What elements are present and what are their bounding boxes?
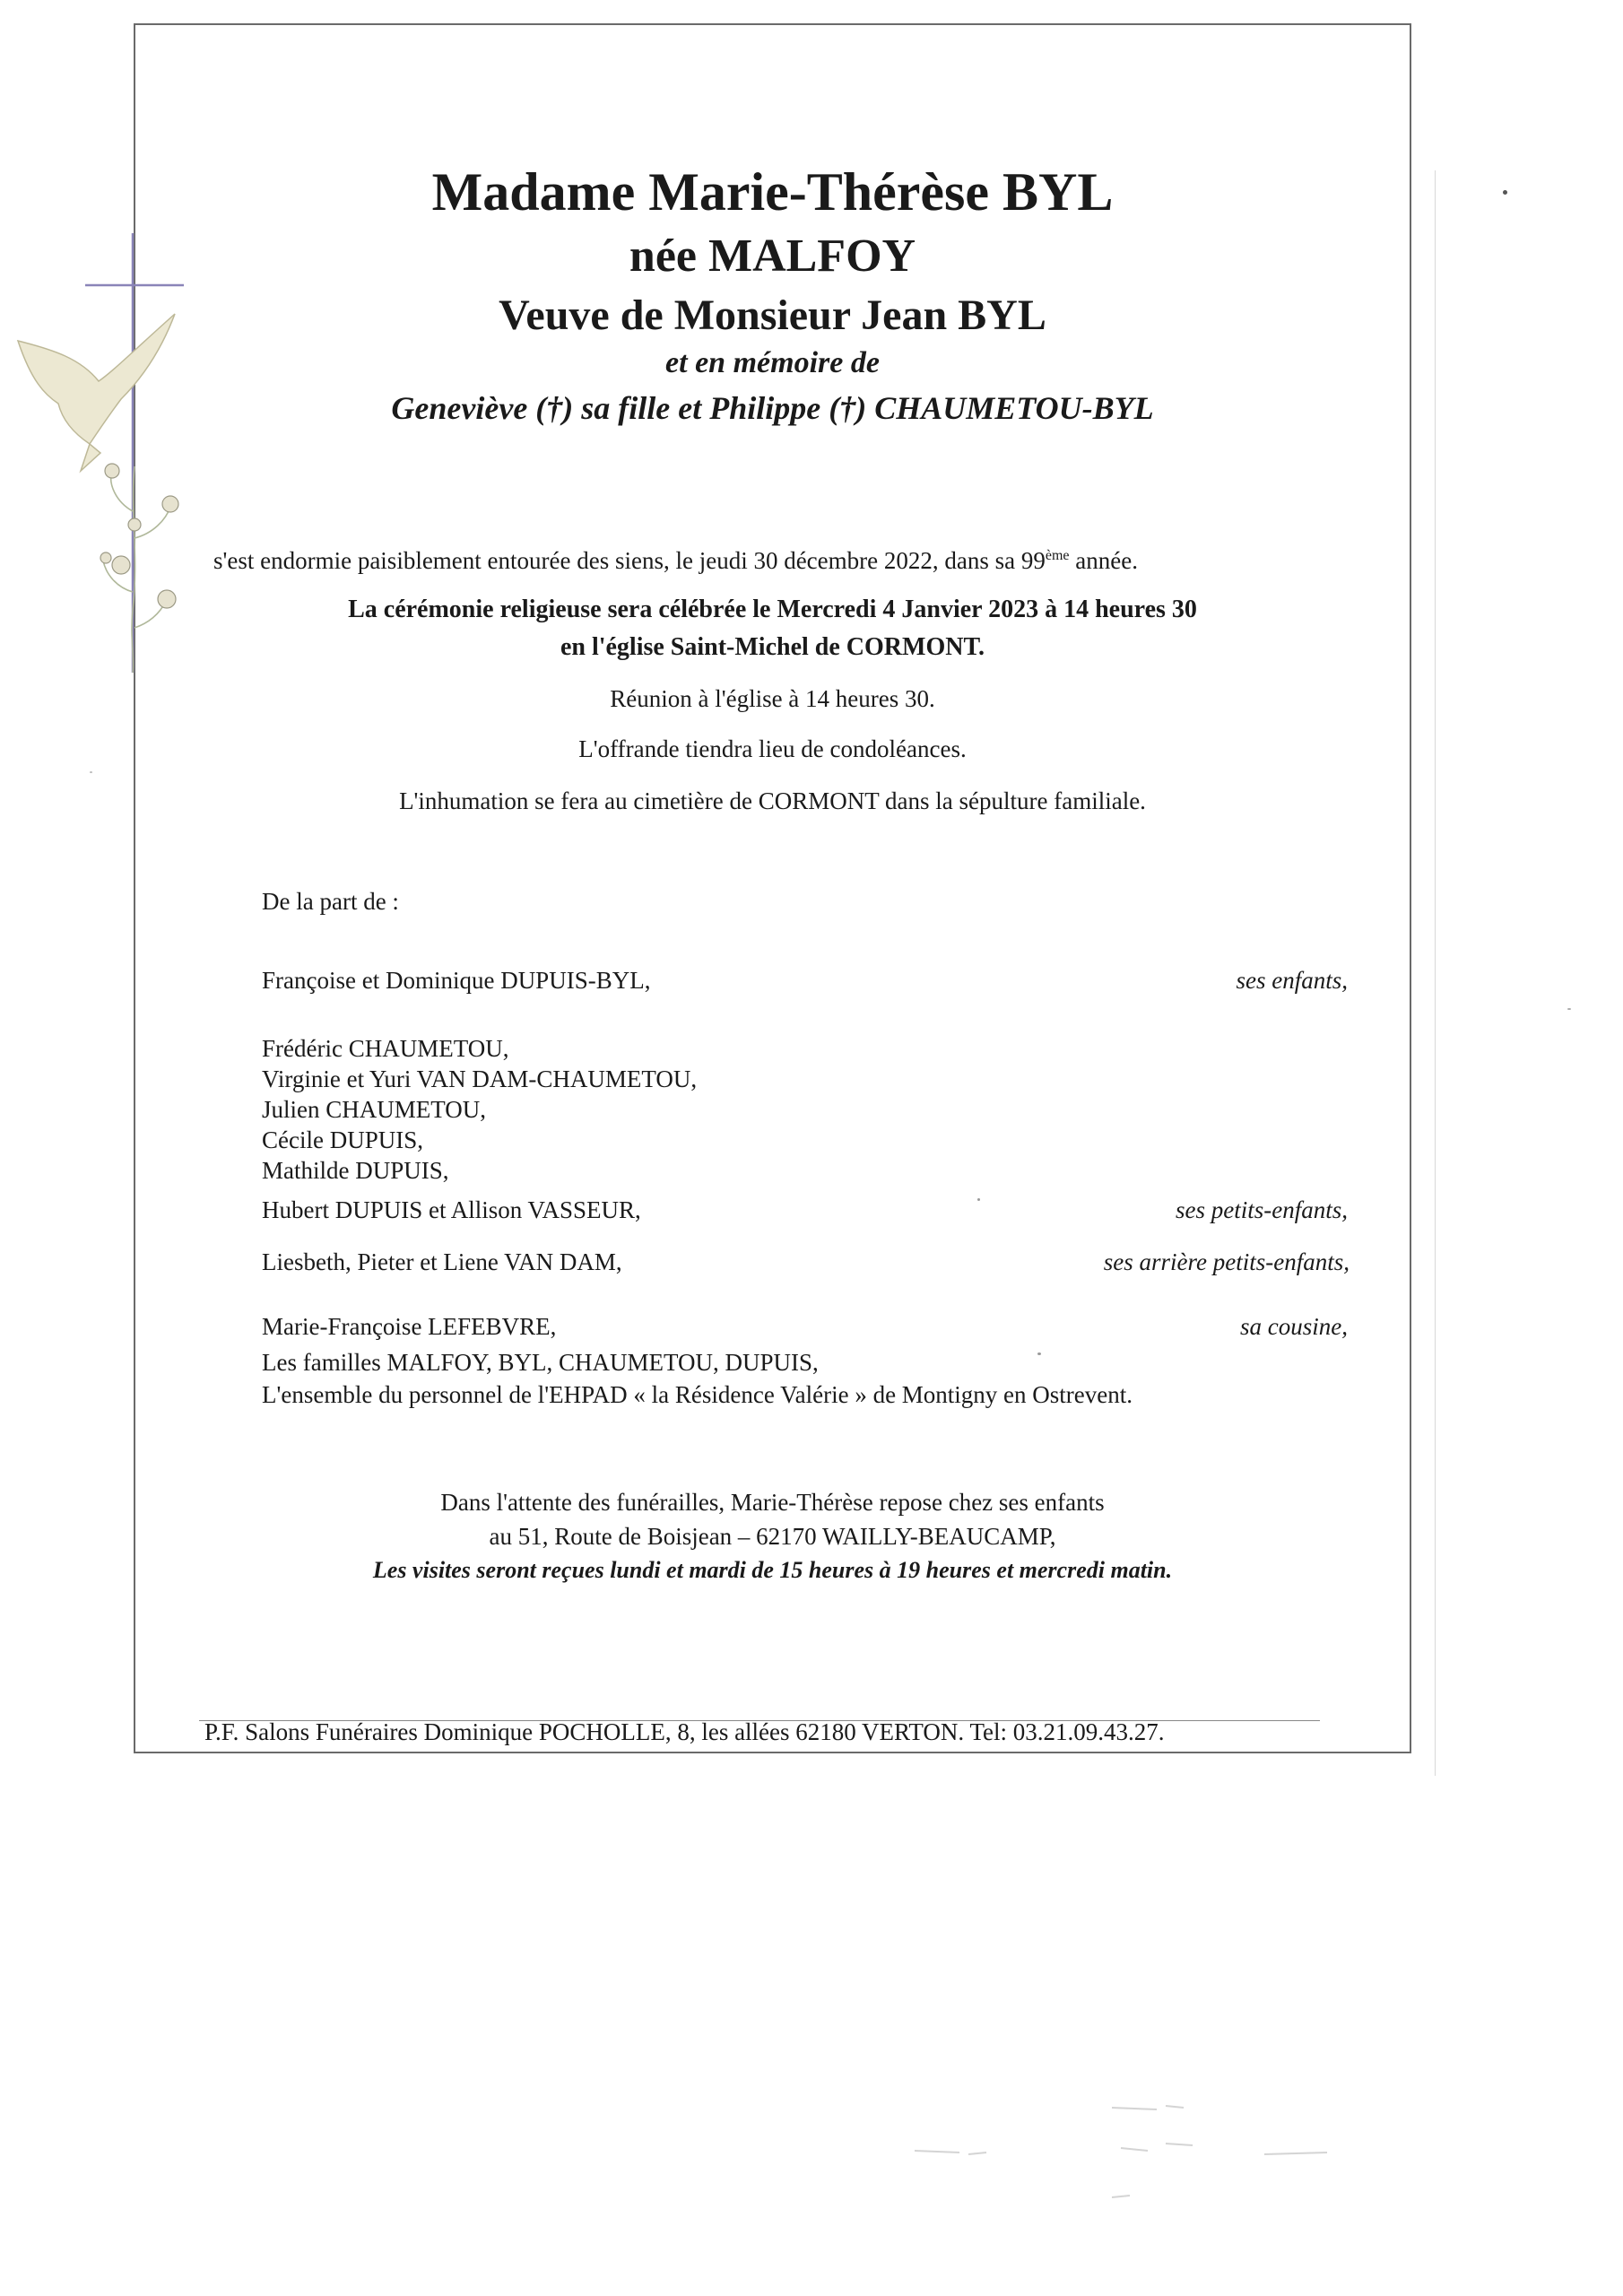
scan-smudge-icon xyxy=(897,2099,1363,2206)
scan-speck xyxy=(90,771,92,773)
list-item: Françoise et Dominique DUPUIS-BYL, xyxy=(262,967,651,994)
deceased-name: Madame Marie-Thérèse BYL xyxy=(431,162,1114,222)
list-item: Julien CHAUMETOU, xyxy=(262,1096,487,1123)
ceremony-line-2: en l'église Saint-Michel de CORMONT. xyxy=(560,633,985,661)
attente-line-2: au 51, Route de Boisjean – 62170 WAILLY-BEAUCAMP, xyxy=(489,1523,1056,1550)
list-item: Virginie et Yuri VAN DAM-CHAUMETOU, xyxy=(262,1065,698,1092)
maiden-name: née MALFOY xyxy=(629,230,916,282)
scan-speck xyxy=(1503,190,1507,195)
list-item: Frédéric CHAUMETOU, xyxy=(262,1035,509,1062)
list-item: Hubert DUPUIS et Allison VASSEUR, xyxy=(262,1196,641,1223)
death-announcement: s'est endormie paisiblement entourée des siens, le jeudi 30 décembre 2022, dans sa 99ème année. xyxy=(213,547,1138,574)
list-item: L'ensemble du personnel de l'EHPAD « la Résidence Valérie » de Montigny en Ostrevent. xyxy=(262,1381,1133,1408)
relation-label-cousine: sa cousine, xyxy=(1240,1313,1348,1340)
list-item: Les familles MALFOY, BYL, CHAUMETOU, DUPUIS, xyxy=(262,1349,819,1376)
visites-line: Les visites seront reçues lundi et mardi de 15 heures à 19 heures et mercredi matin. xyxy=(372,1557,1173,1583)
widow-line: Veuve de Monsieur Jean BYL xyxy=(499,291,1046,339)
scan-speck xyxy=(1567,1008,1571,1010)
memory-intro: et en mémoire de xyxy=(665,346,880,379)
family-intro: De la part de : xyxy=(262,888,399,915)
memory-names: Geneviève (†) sa fille et Philippe (†) CHAUMETOU-BYL xyxy=(391,390,1154,426)
relation-label-arriere: ses arrière petits-enfants, xyxy=(1103,1248,1350,1275)
list-item: Liesbeth, Pieter et Liene VAN DAM, xyxy=(262,1248,622,1275)
funeral-home-footer: P.F. Salons Funéraires Dominique POCHOLLE, 8, les allées 62180 VERTON. Tel: 03.21.09.43.27. xyxy=(204,1718,1165,1745)
ceremony-line-1: La cérémonie religieuse sera célébrée le Mercredi 4 Janvier 2023 à 14 heures 30 xyxy=(348,596,1197,623)
scan-speck xyxy=(1037,1352,1041,1355)
list-item: Cécile DUPUIS, xyxy=(262,1126,423,1153)
inhumation-line: L'inhumation se fera au cimetière de CORMONT dans la sépulture familiale. xyxy=(399,787,1146,814)
reunion-line: Réunion à l'église à 14 heures 30. xyxy=(610,685,935,712)
attente-line-1: Dans l'attente des funérailles, Marie-Thérèse repose chez ses enfants xyxy=(440,1489,1105,1516)
offrande-line: L'offrande tiendra lieu de condoléances. xyxy=(578,735,967,762)
list-item: Mathilde DUPUIS, xyxy=(262,1157,449,1184)
relation-label-enfants: ses enfants, xyxy=(1236,967,1348,994)
list-item: Marie-Françoise LEFEBVRE, xyxy=(262,1313,557,1340)
scan-speck xyxy=(977,1198,980,1201)
relation-label-petits-enfants: ses petits-enfants, xyxy=(1176,1196,1348,1223)
page-edge-line xyxy=(1435,170,1436,1776)
